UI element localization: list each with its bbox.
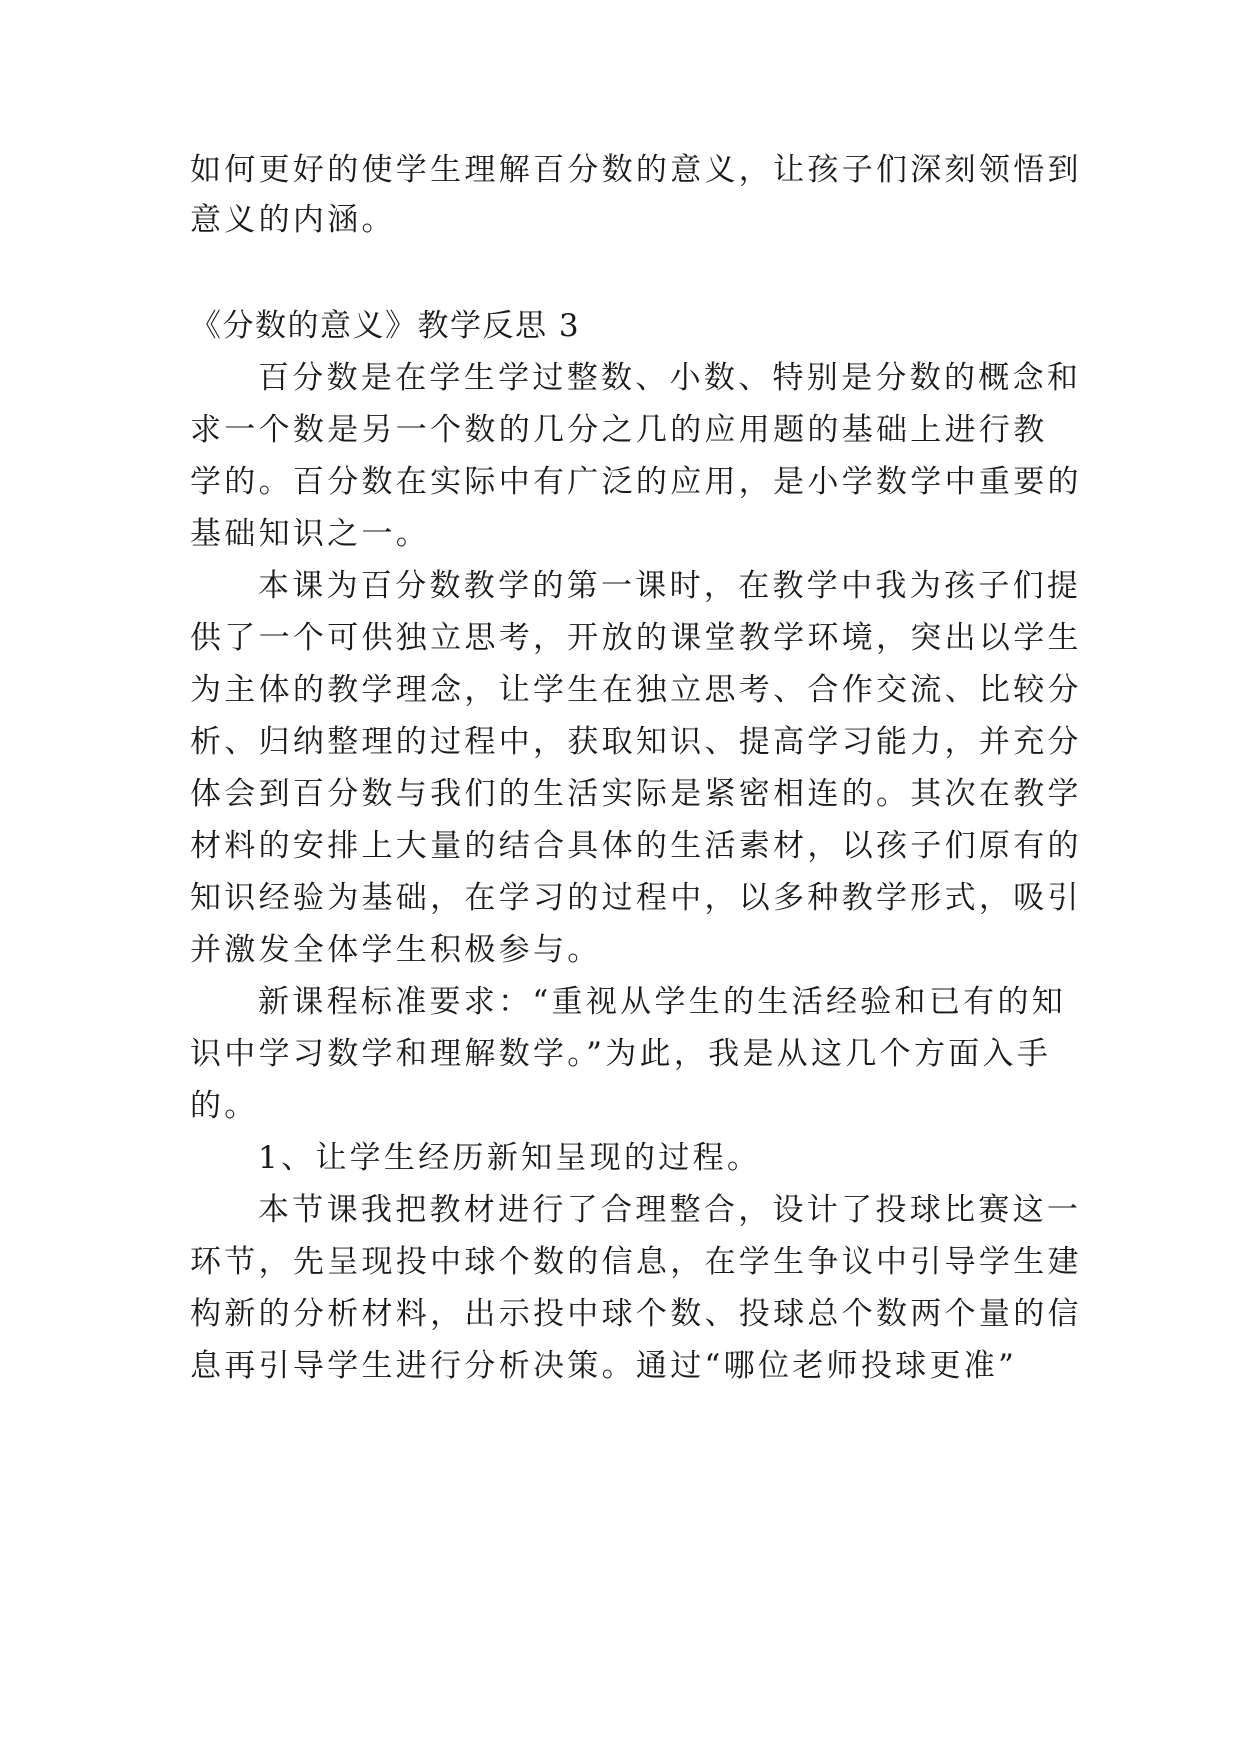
- paragraph-line: 新课程标准要求：“重视从学生的生活经验和已有的知: [258, 984, 1067, 1020]
- paragraph-line: 知识经验为基础，在学习的过程中，以多种教学形式，吸引: [190, 880, 1082, 916]
- paragraph-line: 本课为百分数教学的第一课时，在教学中我为孩子们提: [258, 568, 1082, 604]
- paragraph-line: 百分数是在学生学过整数、小数、特别是分数的概念和: [258, 360, 1082, 396]
- section-heading: 《分数的意义》教学反思 3: [190, 308, 581, 344]
- text-line: 意义的内涵。: [190, 202, 396, 238]
- paragraph-line: 并激发全体学生积极参与。: [190, 932, 602, 968]
- list-item: 1、让学生经历新知呈现的过程。: [258, 1140, 762, 1176]
- paragraph-line: 为主体的教学理念，让学生在独立思考、合作交流、比较分: [190, 672, 1082, 708]
- paragraph-line: 环节，先呈现投中球个数的信息，在学生争议中引导学生建: [190, 1244, 1082, 1280]
- paragraph-line: 析、归纳整理的过程中，获取知识、提高学习能力，并充分: [190, 724, 1082, 760]
- paragraph-line: 体会到百分数与我们的生活实际是紧密相连的。其次在教学: [190, 776, 1082, 812]
- paragraph-line: 识中学习数学和理解数学。”为此，我是从这几个方面入手: [190, 1036, 1052, 1072]
- paragraph-line: 构新的分析材料，出示投中球个数、投球总个数两个量的信: [190, 1296, 1082, 1332]
- paragraph-line: 本节课我把教材进行了合理整合，设计了投球比赛这一: [258, 1192, 1082, 1228]
- paragraph-line: 息再引导学生进行分析决策。通过“哪位老师投球更准”: [190, 1348, 1018, 1384]
- paragraph-line: 求一个数是另一个数的几分之几的应用题的基础上进行教: [190, 412, 1048, 448]
- paragraph-line: 的。: [190, 1088, 259, 1124]
- paragraph-line: 学的。百分数在实际中有广泛的应用，是小学数学中重要的: [190, 464, 1082, 500]
- paragraph-line: 供了一个可供独立思考，开放的课堂教学环境，突出以学生: [190, 620, 1082, 656]
- paragraph-line: 材料的安排上大量的结合具体的生活素材，以孩子们原有的: [190, 828, 1082, 864]
- text-line: 如何更好的使学生理解百分数的意义，让孩子们深刻领悟到: [190, 152, 1082, 188]
- paragraph-line: 基础知识之一。: [190, 516, 431, 552]
